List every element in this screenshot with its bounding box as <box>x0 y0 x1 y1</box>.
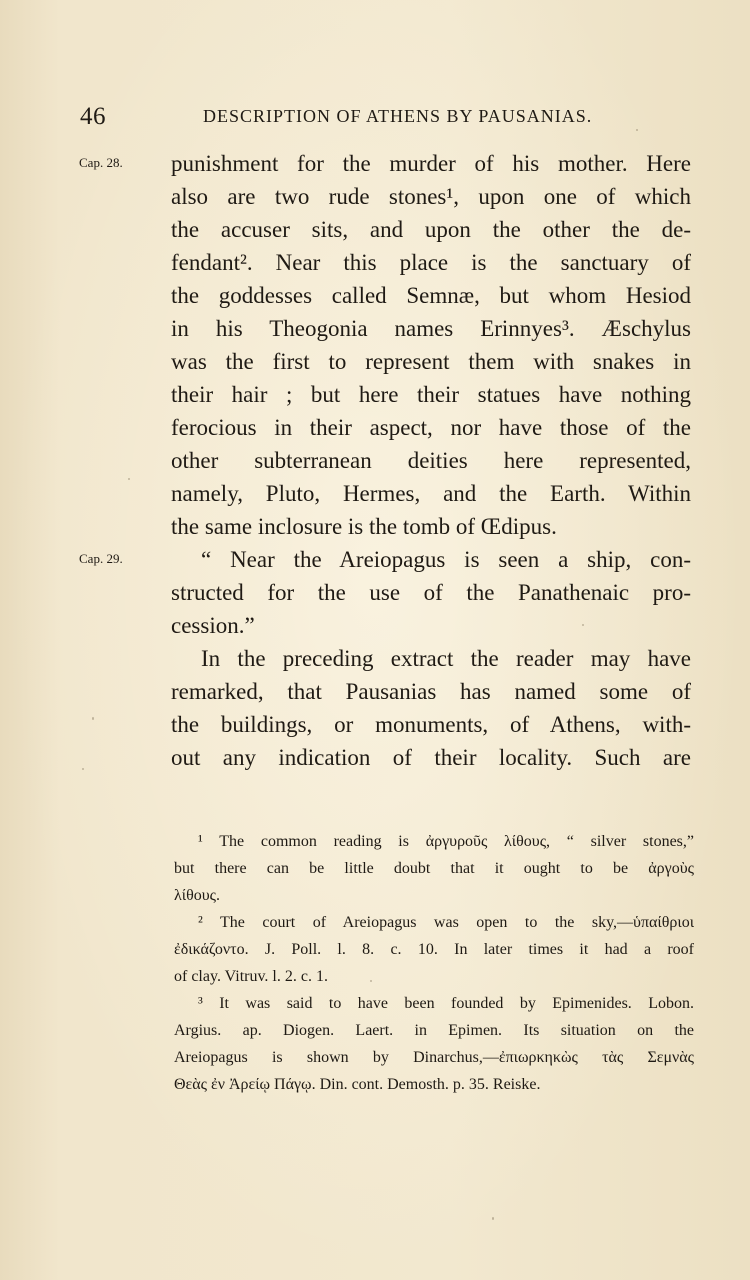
body-line: In the preceding extract the reader may have <box>201 646 691 671</box>
page-number: 46 <box>80 103 106 130</box>
body-line: in his Theogonia names Erinnyes³. Æschylus <box>171 316 691 341</box>
body-line: cession.” <box>171 613 255 638</box>
body-line: also are two rude stones¹, upon one of which <box>171 184 691 209</box>
body-line: the accuser sits, and upon the other the de- <box>171 217 691 242</box>
body-line: other subterranean deities here represented, <box>171 448 691 473</box>
body-line: was the first to represent them with snakes in <box>171 349 691 374</box>
body-line: remarked, that Pausanias has named some of <box>171 679 691 704</box>
footnotes <box>174 828 694 1098</box>
body-line: ferocious in their aspect, nor have those of the <box>171 415 691 440</box>
footnote-line: of clay. Vitruv. l. 2. c. 1. <box>174 968 328 985</box>
footnote-line: ἐδικάζοντο. J. Poll. l. 8. c. 10. In later times it had a roof <box>174 941 694 958</box>
body-line: the buildings, or monuments, of Athens, with- <box>171 712 691 737</box>
body-line: fendant². Near this place is the sanctuary of <box>171 250 691 275</box>
footnote-line: but there can be little doubt that it ought to be ἀργοὺς <box>174 860 694 877</box>
body-line: the goddesses called Semnæ, but whom Hesiod <box>171 283 691 308</box>
footnote-line: Θεὰς ἐν Ἀρείῳ Πάγῳ. Din. cont. Demosth. p. 35. Reiske. <box>174 1076 541 1093</box>
footnote-line: Areiopagus is shown by Dinarchus,—ἐπιωρκηκὼς τὰς Σεμνὰς <box>174 1049 694 1066</box>
body-line: punishment for the murder of his mother. Here <box>171 151 691 176</box>
footnote-line: ¹ The common reading is ἀργυροῦς λίθους, “ silver stones,” <box>198 833 694 850</box>
paper-speck <box>92 717 94 720</box>
body-line: out any indication of their locality. Such are <box>171 745 691 770</box>
body-line: “ Near the Areiopagus is seen a ship, con- <box>201 547 691 572</box>
body-line: namely, Pluto, Hermes, and the Earth. Within <box>171 481 691 506</box>
paper-speck <box>370 980 372 982</box>
paper-speck <box>636 129 638 131</box>
footnote-line: ² The court of Areiopagus was open to the sky,—ὑπαίθριοι <box>198 914 694 931</box>
margin-note-cap-28: Cap. 28. <box>79 155 123 170</box>
body-line: the same inclosure is the tomb of Œdipus. <box>171 514 557 539</box>
footnote-line: λίθους. <box>174 887 220 904</box>
running-head: DESCRIPTION OF ATHENS BY PAUSANIAS. <box>203 106 593 126</box>
paper-speck <box>492 1217 494 1220</box>
body-line: their hair ; but here their statues have nothing <box>171 382 691 407</box>
paper-speck <box>128 478 130 480</box>
paper-speck <box>582 624 584 626</box>
footnote-line: ³ It was said to have been founded by Epimenides. Lobon. <box>198 995 694 1012</box>
paper-speck <box>82 768 84 770</box>
margin-note-cap-29: Cap. 29. <box>79 551 123 566</box>
body-line: structed for the use of the Panathenaic pro- <box>171 580 691 605</box>
footnote-line: Argius. ap. Diogen. Laert. in Epimen. Its situation on the <box>174 1022 694 1039</box>
body-text <box>171 147 691 774</box>
